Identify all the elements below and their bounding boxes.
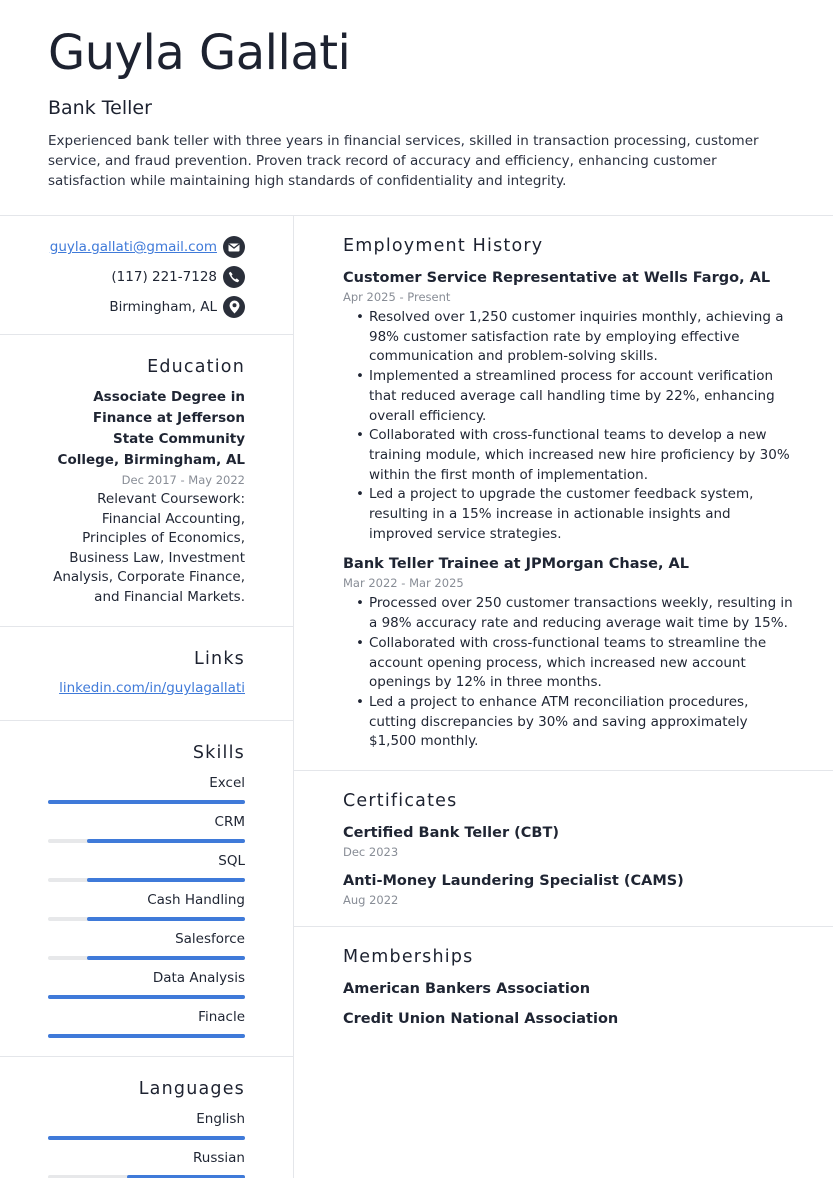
memberships-heading: Memberships xyxy=(343,947,474,968)
skill-label: Salesforce xyxy=(175,931,245,947)
education-description: Relevant Coursework: Financial Accounting, Principles of Economics, Business Law, Investment Analysis, Corporate Finance, and Financial Markets. xyxy=(53,491,245,605)
skill-level-bar xyxy=(48,1034,245,1038)
job-bullet: • Collaborated with cross-functional teams to streamline the account opening process, which increased new account openings by 12% in three months. xyxy=(369,634,793,693)
phone-icon xyxy=(223,266,245,288)
certificate-name: Certified Bank Teller (CBT) xyxy=(343,825,559,842)
email-link[interactable]: guyla.gallati@gmail.com xyxy=(49,239,217,255)
language-level-bar xyxy=(48,1136,245,1140)
certificates-list xyxy=(343,823,793,909)
skill-level-bar xyxy=(48,995,245,999)
main-column xyxy=(294,216,833,1029)
job-bullet: • Led a project to enhance ATM reconciliation procedures, cutting discrepancies by 30% and saving approximately $1,500 monthly. xyxy=(369,693,793,752)
contact-location-row xyxy=(48,292,245,322)
contact-email-row xyxy=(48,232,245,262)
job-entry xyxy=(343,268,793,544)
skill-level-fill xyxy=(87,839,245,843)
language-level-fill xyxy=(48,1136,245,1140)
skill-level-fill xyxy=(87,878,245,882)
languages-list xyxy=(48,1110,245,1178)
job-heading: Customer Service Representative at Wells Fargo, AL xyxy=(343,270,771,286)
skill-label: Data Analysis xyxy=(152,970,245,986)
languages-section xyxy=(0,1057,293,1178)
memberships-section xyxy=(294,927,833,1029)
education-section xyxy=(0,335,293,627)
location-text: Birmingham, AL xyxy=(109,299,217,315)
job-heading: Bank Teller Trainee at JPMorgan Chase, AL xyxy=(343,556,689,573)
skill-label: SQL xyxy=(218,853,245,869)
skill-level-bar xyxy=(48,800,245,804)
certificate-entry xyxy=(343,871,793,909)
education-heading: Education xyxy=(147,357,245,377)
jobs-list xyxy=(343,268,793,752)
job-bullet: • Collaborated with cross-functional teams to develop a new training module, which increased new hire proficiency by 30% within the first month of implementation. xyxy=(369,426,793,485)
education-degree: Associate Degree in Finance at Jefferson State Community College, Birmingham, AL xyxy=(57,389,245,468)
links-section xyxy=(0,627,293,721)
language-label: Russian xyxy=(193,1150,245,1166)
job-bullets xyxy=(343,308,793,544)
job-bullet: • Processed over 250 customer transactions weekly, resulting in a 98% accuracy rate and reducing average wait time by 15%. xyxy=(369,594,793,633)
certificate-name: Anti-Money Laundering Specialist (CAMS) xyxy=(343,873,684,890)
job-dates: Apr 2025 - Present xyxy=(343,290,451,304)
links-heading: Links xyxy=(194,649,245,669)
job-bullet: • Implemented a streamlined process for account verification that reduced average call handling time by 22%, enhancing overall efficiency. xyxy=(369,367,793,426)
skill-level-fill xyxy=(87,956,245,960)
job-bullet: • Led a project to upgrade the customer feedback system, resulting in a 15% increase in actionable insights and improved service strategies. xyxy=(369,485,793,544)
envelope-icon xyxy=(223,236,245,258)
skill-label: Cash Handling xyxy=(147,892,245,908)
languages-heading: Languages xyxy=(138,1079,245,1099)
skill-level-bar xyxy=(48,956,245,960)
skill-level-fill xyxy=(48,800,245,804)
certificates-heading: Certificates xyxy=(343,791,458,812)
contact-phone-row xyxy=(48,262,245,292)
skill-label: Excel xyxy=(209,775,245,791)
skills-heading: Skills xyxy=(192,743,245,763)
job-bullet: • Resolved over 1,250 customer inquiries monthly, achieving a 98% customer satisfaction rate by employing effective communication and problem-solving skills. xyxy=(369,308,793,367)
certificate-entry xyxy=(343,823,793,861)
employment-heading: Employment History xyxy=(343,236,544,256)
certificate-date: Aug 2022 xyxy=(343,893,399,908)
skill-level-bar xyxy=(48,878,245,882)
sidebar xyxy=(0,216,293,1178)
memberships-list xyxy=(343,979,793,1029)
skill-level-fill xyxy=(87,917,245,921)
job-dates: Mar 2022 - Mar 2025 xyxy=(343,576,464,591)
candidate-name: Guyla Gallati xyxy=(48,25,351,81)
job-bullets xyxy=(343,594,793,752)
phone-number: (117) 221-7128 xyxy=(111,269,217,285)
map-pin-icon xyxy=(223,296,245,318)
skill-label: CRM xyxy=(214,814,245,830)
certificates-section xyxy=(294,771,833,927)
skill-label: Finacle xyxy=(198,1009,245,1025)
language-label: English xyxy=(196,1111,245,1127)
candidate-title: Bank Teller xyxy=(48,97,152,119)
skill-level-fill xyxy=(48,995,245,999)
membership-item: Credit Union National Association xyxy=(343,1011,619,1028)
membership-item: American Bankers Association xyxy=(343,981,591,998)
skill-level-bar xyxy=(48,917,245,921)
skill-level-bar xyxy=(48,839,245,843)
education-dates: Dec 2017 - May 2022 xyxy=(121,473,245,487)
certificate-date: Dec 2023 xyxy=(343,845,399,860)
skills-list xyxy=(48,774,245,1038)
resume-header xyxy=(48,22,793,191)
profile-summary: Experienced bank teller with three years in financial services, skilled in transaction processing, customer service, and fraud prevention. Proven track record of accuracy and efficiency, enhancing customer satisfaction while maintaining high standards of confidentiality and integrity. xyxy=(48,133,759,189)
employment-section xyxy=(294,216,833,771)
contact-section xyxy=(0,216,293,335)
linkedin-link[interactable]: linkedin.com/in/guylagallati xyxy=(59,680,245,696)
skill-level-fill xyxy=(48,1034,245,1038)
skills-section xyxy=(0,721,293,1057)
job-entry xyxy=(343,554,793,752)
